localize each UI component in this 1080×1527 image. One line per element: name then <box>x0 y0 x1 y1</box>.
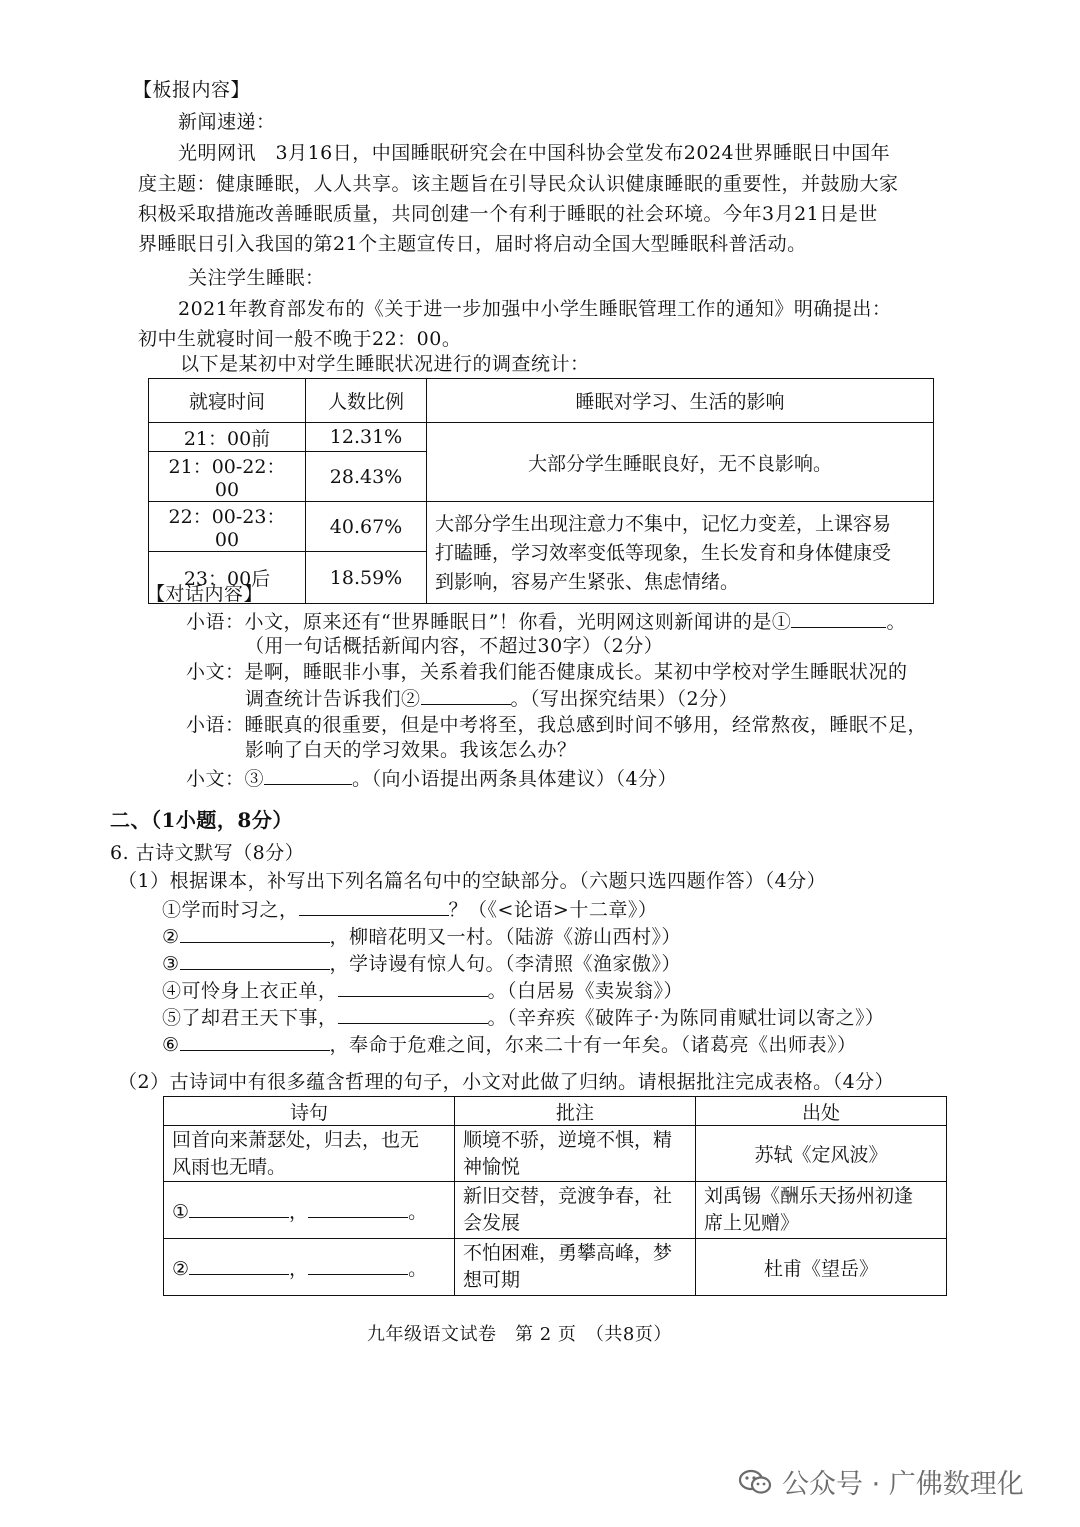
note-cell <box>455 1182 696 1239</box>
news-line: 光明网讯 3月16日，中国睡眠研究会在中国科协会堂发布2024世界睡眠日中国年 <box>178 142 891 164</box>
punct: ， <box>289 1257 309 1280</box>
source-line: 刘禹锡《酬乐天扬州初逢 <box>704 1185 914 1207</box>
source-cell <box>696 1182 947 1239</box>
punct: 。 <box>408 1200 428 1223</box>
header-bedtime: 就寝时间 <box>149 379 306 423</box>
notice-line: 初中生就寝时间一般不晚于22：00。 <box>138 328 462 350</box>
page-footer: 九年级语文试卷 第 2 页 （共8页） <box>367 1324 672 1345</box>
item-text: ，学诗谩有惊人句。（李清照《渔家傲》） <box>329 953 682 975</box>
punct: ， <box>289 1200 309 1223</box>
punct: 。 <box>408 1257 428 1280</box>
fill-item <box>162 1005 885 1030</box>
dialogue-text: 小语：小文，原来还有“世界睡眠日”！你看，光明网这则新闻讲的是① <box>186 611 792 633</box>
poem-line: 回首向来萧瑟处，归去，也无 <box>172 1128 420 1151</box>
dialogue-line: 影响了白天的学习效果。我该怎么办？ <box>245 739 577 761</box>
answer-blank[interactable] <box>338 1005 488 1024</box>
answer-blank[interactable] <box>180 951 330 970</box>
note-line: 顺境不骄，逆境不惧，精 <box>463 1128 673 1151</box>
answer-blank[interactable] <box>308 1256 408 1275</box>
poem-cell <box>164 1182 455 1239</box>
answer-blank[interactable] <box>421 686 511 705</box>
watermark <box>738 1462 1024 1501</box>
header-poem: 诗句 <box>164 1097 455 1126</box>
item-text: ⑥ <box>162 1034 180 1056</box>
ratio-cell: 12.31% <box>306 423 427 452</box>
poem-table <box>163 1096 947 1296</box>
item-mark: ① <box>172 1200 190 1223</box>
news-title: 新闻速递： <box>178 111 276 133</box>
effect-bad-cell <box>427 502 934 604</box>
part-instruction: （2）古诗词中有很多蕴含哲理的句子，小文对此做了归纳。请根据批注完成表格。（4分） <box>118 1071 895 1093</box>
answer-blank[interactable] <box>189 1199 289 1218</box>
note-line: 想可期 <box>463 1269 521 1291</box>
dialogue-line: 小语：睡眠真的很重要，但是中考将至，我总感到时间不够用，经常熬夜，睡眠不足， <box>186 714 928 736</box>
dialogue-text: 。 <box>886 611 906 633</box>
answer-blank[interactable] <box>180 1032 330 1051</box>
notice-line: 2021年教育部发布的《关于进一步加强中小学生睡眠管理工作的通知》明确提出： <box>178 298 892 320</box>
header-source: 出处 <box>696 1097 947 1126</box>
answer-blank[interactable] <box>299 897 449 916</box>
survey-intro: 以下是某初中对学生睡眠状况进行的调查统计： <box>180 353 590 375</box>
bedtime-cell: 23：00后 <box>149 552 306 604</box>
poem-cell <box>164 1239 455 1296</box>
answer-blank[interactable] <box>180 924 330 943</box>
dialogue-text: 小文：③ <box>186 768 265 790</box>
item-text: 。（辛弃疾《破阵子·为陈同甫赋壮词以寄之》） <box>487 1007 885 1029</box>
dialogue-text: 。（向小语提出两条具体建议）（4分） <box>352 768 678 790</box>
item-text: ①学而时习之， <box>162 899 299 921</box>
fill-item <box>162 924 681 949</box>
header-note: 批注 <box>455 1097 696 1126</box>
question-title: 6. 古诗文默写（8分） <box>110 842 305 864</box>
ratio-cell: 28.43% <box>306 452 427 502</box>
fill-item <box>162 897 657 922</box>
item-text: ，柳暗花明又一村。（陆游《游山西村》） <box>329 926 682 948</box>
note-cell <box>455 1239 696 1296</box>
ratio-cell: 40.67% <box>306 502 427 552</box>
wechat-icon <box>738 1469 772 1495</box>
news-line: 度主题：健康睡眠，人人共享。该主题旨在引导民众认识健康睡眠的重要性，并鼓励大家 <box>138 173 899 195</box>
news-line: 界睡眠日引入我国的第21个主题宣传日，届时将启动全国大型睡眠科普活动。 <box>138 233 807 255</box>
section-heading: 二、（1小题，8分） <box>110 808 293 832</box>
effect-bad-line: 打瞌睡，学习效率变低等现象，生长发育和身体健康受 <box>435 542 892 564</box>
part-instruction: （1）根据课本，补写出下列名篇名句中的空缺部分。（六题只选四题作答）（4分） <box>118 870 827 892</box>
header-ratio: 人数比例 <box>306 379 427 423</box>
news-line: 积极采取措施改善睡眠质量，共同创建一个有利于睡眠的社会环境。今年3月21日是世 <box>138 203 878 225</box>
note-line: 不怕困难，勇攀高峰，梦 <box>463 1242 673 1264</box>
effect-good-cell: 大部分学生睡眠良好，无不良影响。 <box>427 423 934 502</box>
note-line: 会发展 <box>463 1212 521 1234</box>
item-text: ④可怜身上衣正单， <box>162 980 338 1002</box>
answer-blank[interactable] <box>791 609 886 628</box>
dialogue-line <box>186 609 906 634</box>
note-cell <box>455 1126 696 1182</box>
header-effect: 睡眠对学习、生活的影响 <box>427 379 934 423</box>
item-text: ，奉命于危难之间，尔来二十有一年矣。（诸葛亮《出师表》） <box>329 1034 857 1056</box>
dialogue-text: 。（写出探究结果）（2分） <box>510 688 739 710</box>
effect-bad-line: 大部分学生出现注意力不集中，记忆力变差，上课容易 <box>435 513 892 535</box>
fill-item <box>162 1032 857 1057</box>
fill-item <box>162 978 683 1003</box>
answer-blank[interactable] <box>338 978 488 997</box>
dialogue-text: 调查统计告诉我们② <box>245 688 421 710</box>
item-text: ③ <box>162 953 180 975</box>
item-mark: ② <box>172 1257 190 1280</box>
dialogue-line: （用一句话概括新闻内容，不超过30字）（2分） <box>245 635 664 657</box>
effect-bad-line: 到影响，容易产生紧张、焦虑情绪。 <box>435 571 740 593</box>
item-text: 。（白居易《卖炭翁》） <box>487 980 684 1002</box>
fill-item <box>162 951 681 976</box>
bedtime-cell: 21：00前 <box>149 423 306 452</box>
answer-blank[interactable] <box>308 1199 408 1218</box>
source-cell: 苏轼《定风波》 <box>696 1126 947 1182</box>
answer-blank[interactable] <box>189 1256 289 1275</box>
dialogue-line: 小文：是啊，睡眠非小事，关系着我们能否健康成长。某初中学校对学生睡眠状况的 <box>186 661 908 683</box>
bedtime-cell: 22：00-23：00 <box>149 502 306 552</box>
source-line: 席上见赠》 <box>704 1212 800 1234</box>
item-text: ？（《<论语>十二章》） <box>448 899 658 921</box>
item-text: ② <box>162 926 180 948</box>
dialogue-line <box>186 766 677 791</box>
dialogue-heading: 【对话内容】 <box>146 583 264 605</box>
ratio-cell: 18.59% <box>306 552 427 604</box>
dialogue-line <box>245 686 738 711</box>
item-text: ⑤了却君王天下事， <box>162 1007 338 1029</box>
survey-table <box>148 378 934 604</box>
bedtime-cell: 21：00-22：00 <box>149 452 306 502</box>
focus-title: 关注学生睡眠： <box>188 267 325 289</box>
note-line: 神愉悦 <box>463 1155 521 1178</box>
watermark-text: 公众号 · 广佛数理化 <box>782 1469 1024 1500</box>
source-cell: 杜甫《望岳》 <box>696 1239 947 1296</box>
board-heading: 【板报内容】 <box>133 79 251 101</box>
answer-blank[interactable] <box>264 766 352 785</box>
note-line: 新旧交替，竞渡争春，社 <box>463 1185 673 1207</box>
poem-line: 风雨也无晴。 <box>172 1155 287 1178</box>
poem-cell <box>164 1126 455 1182</box>
